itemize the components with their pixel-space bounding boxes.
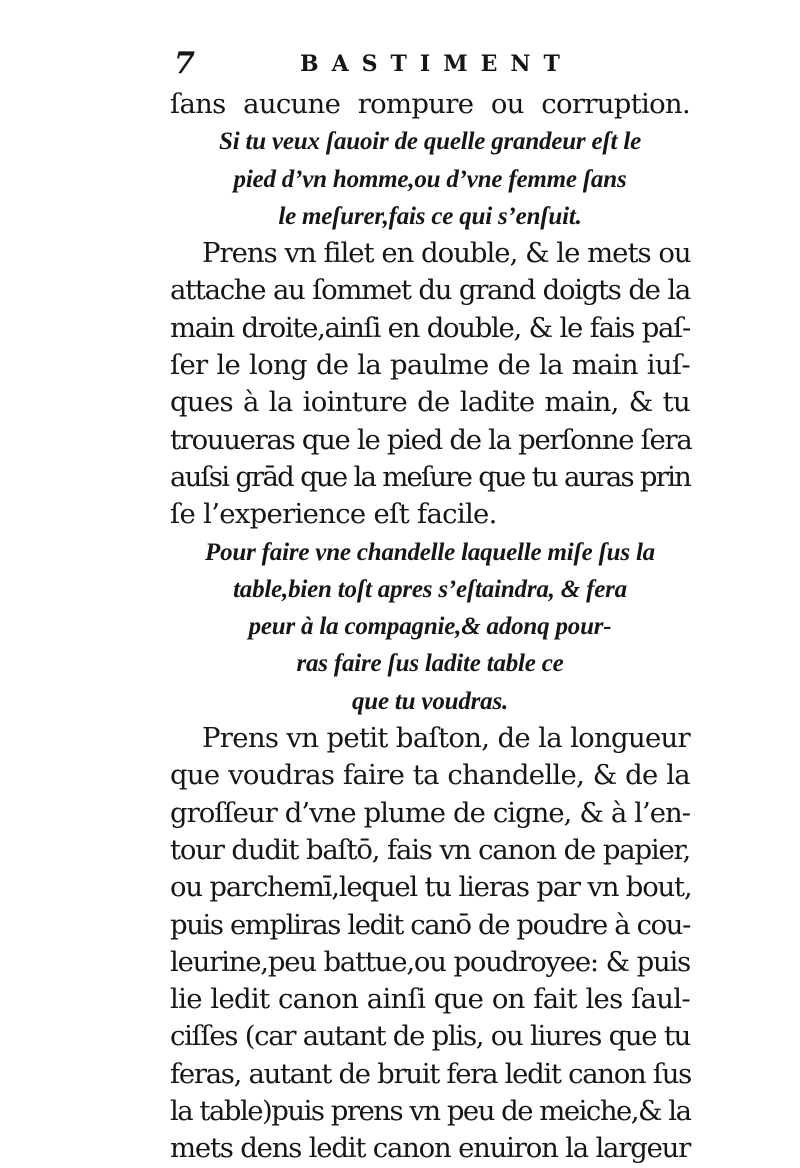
text-line: Prens vn filet en double, & le mets ou — [202, 237, 691, 270]
section-heading-line: peur à la compagnie,& adonq pour- — [248, 613, 612, 641]
page-header — [170, 44, 682, 84]
text-line: ſe l’experience eſt facile. — [170, 498, 497, 531]
body-text — [170, 86, 690, 1168]
section-heading-line: le meſurer,fais ce qui s’enſuit. — [278, 202, 582, 230]
text-line: ques à la iointure de ladite main, & tu — [170, 386, 690, 419]
text-line: la table)puis prens vn peu de meiche,& la — [170, 1095, 691, 1128]
text-line: ou parchemī,lequel tu lieras par vn bout, — [170, 871, 692, 904]
text-line: attache au ſommet du grand doigts de la — [170, 274, 690, 307]
text-line: lie ledit canon ainſi que on fait les ſaul- — [170, 983, 690, 1016]
text-line: puis empliras ledit canō de poudre à cou- — [170, 908, 690, 941]
text-line: main droite,ainſi en double, & le fais paſ- — [170, 311, 690, 344]
text-line: Prens vn petit baſton, de la longueur — [202, 722, 690, 755]
section-heading-line: Pour faire vne chandelle laquelle miſe ſus la — [205, 538, 655, 566]
text-line: trouueras que le pied de la perſonne ſera — [170, 423, 692, 456]
section-heading-line: pied d’vn homme,ou d’vne femme ſans — [233, 165, 627, 193]
text-line: que voudras faire ta chandelle, & de la — [170, 759, 690, 792]
text-line: mets dens ledit canon enuiron la largeur — [170, 1132, 691, 1165]
section-heading-line: que tu voudras. — [351, 687, 509, 715]
text-line: leurine,peu battue,ou poudroyee: & puis — [170, 945, 690, 978]
section-heading-line: table,bien toſt apres s’eſtaindra, & fera — [233, 575, 627, 603]
text-line: auſsi grād que la meſure que tu auras prin — [170, 460, 690, 493]
text-line: tour dudit baſtō, fais vn canon de papier, — [170, 833, 690, 866]
section-heading-line: Si tu veux ſauoir de quelle grandeur eſt le — [219, 128, 641, 156]
text-line: ciſſes (car autant de plis, ou liures que tu — [170, 1020, 690, 1053]
running-title: BASTIMENT — [300, 51, 573, 77]
section-heading-line: ras faire ſus ladite table ce — [296, 650, 564, 678]
text-line: ſans aucune rompure ou corruption. — [170, 88, 690, 120]
text-line: groſſeur d’vne plume de cigne, & à l’en- — [170, 796, 690, 829]
text-line: feras, autant de bruit fera ledit canon ſus — [170, 1057, 691, 1090]
text-line: ſer le long de la paulme de la main iuſ- — [170, 349, 690, 382]
page-number: 7 — [174, 46, 195, 81]
